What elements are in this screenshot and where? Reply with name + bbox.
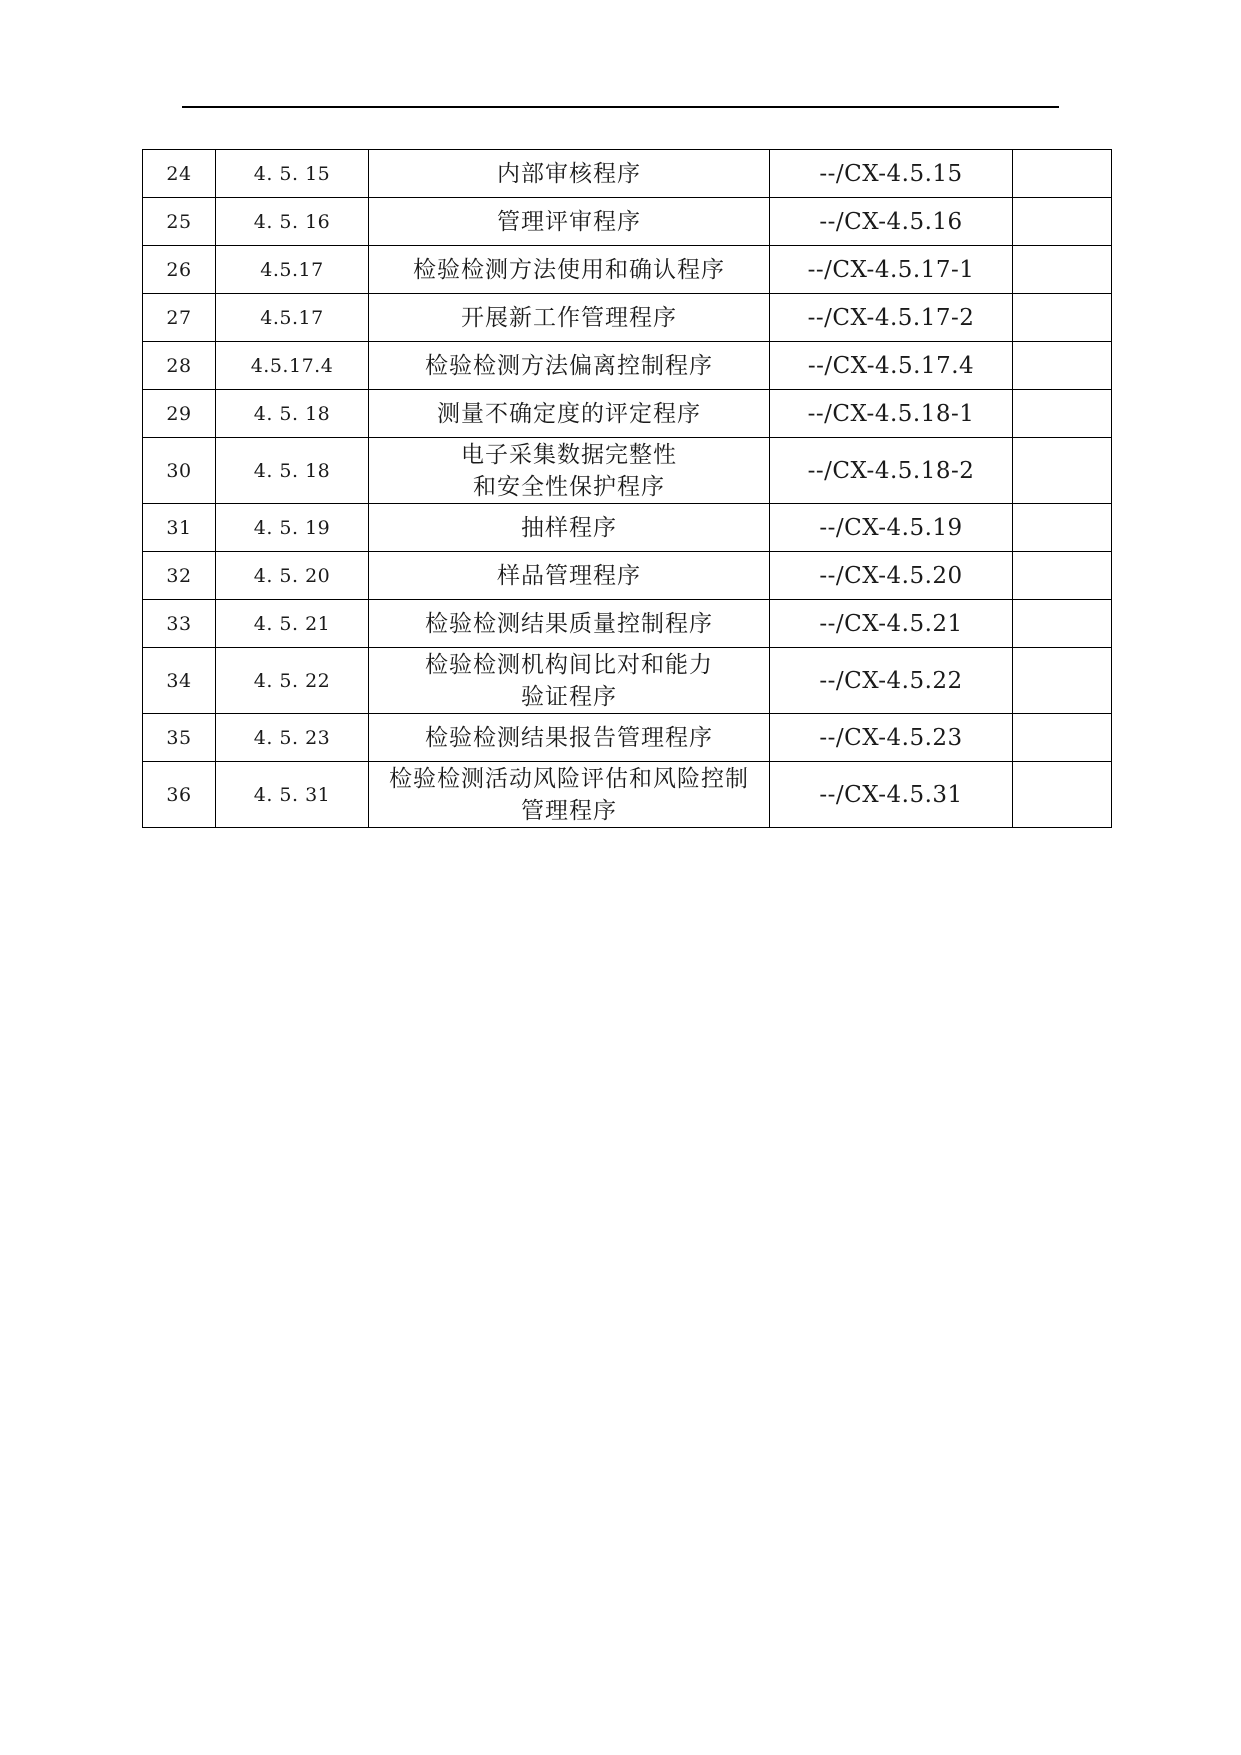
remark-cell <box>1013 648 1112 714</box>
procedure-name-line: 管理评审程序 <box>497 208 641 235</box>
row-number: 29 <box>143 390 216 438</box>
procedure-name <box>369 552 770 600</box>
row-number: 28 <box>143 342 216 390</box>
table-row <box>143 600 1112 648</box>
header-rule <box>182 106 1059 108</box>
procedure-name <box>369 714 770 762</box>
remark-cell <box>1013 438 1112 504</box>
procedure-name <box>369 342 770 390</box>
clause-number: 4. 5. 31 <box>216 762 369 828</box>
procedure-name <box>369 150 770 198</box>
row-number: 30 <box>143 438 216 504</box>
row-number: 36 <box>143 762 216 828</box>
procedure-name-line: 开展新工作管理程序 <box>461 304 677 331</box>
document-code: --/CX-4.5.19 <box>770 504 1013 552</box>
procedure-name <box>369 294 770 342</box>
table-row <box>143 150 1112 198</box>
document-code: --/CX-4.5.22 <box>770 648 1013 714</box>
clause-number: 4. 5. 22 <box>216 648 369 714</box>
document-code: --/CX-4.5.17.4 <box>770 342 1013 390</box>
procedure-name <box>369 762 770 828</box>
clause-number: 4.5.17 <box>216 246 369 294</box>
table-row <box>143 438 1112 504</box>
table-body <box>143 150 1112 828</box>
row-number: 34 <box>143 648 216 714</box>
table-row <box>143 246 1112 294</box>
procedure-name-line: 内部审核程序 <box>497 160 641 187</box>
procedure-name <box>369 198 770 246</box>
procedure-name-line: 检验检测结果质量控制程序 <box>425 610 713 637</box>
clause-number: 4. 5. 18 <box>216 390 369 438</box>
procedure-name-line: 和安全性保护程序 <box>473 473 665 500</box>
clause-number: 4. 5. 23 <box>216 714 369 762</box>
clause-number: 4.5.17 <box>216 294 369 342</box>
document-code: --/CX-4.5.17-2 <box>770 294 1013 342</box>
remark-cell <box>1013 390 1112 438</box>
remark-cell <box>1013 504 1112 552</box>
procedure-name-line: 验证程序 <box>521 683 617 710</box>
document-code: --/CX-4.5.31 <box>770 762 1013 828</box>
procedure-name <box>369 390 770 438</box>
table-row <box>143 714 1112 762</box>
procedure-name-line: 检验检测机构间比对和能力 <box>425 651 713 678</box>
table-row <box>143 390 1112 438</box>
procedure-name-line: 检验检测方法偏离控制程序 <box>425 352 713 379</box>
row-number: 27 <box>143 294 216 342</box>
document-code: --/CX-4.5.18-1 <box>770 390 1013 438</box>
clause-number: 4. 5. 18 <box>216 438 369 504</box>
procedure-name-line: 抽样程序 <box>521 514 617 541</box>
clause-number: 4. 5. 19 <box>216 504 369 552</box>
procedure-name-line: 样品管理程序 <box>497 562 641 589</box>
procedure-name <box>369 648 770 714</box>
procedure-table <box>142 149 1112 828</box>
row-number: 33 <box>143 600 216 648</box>
table-row <box>143 198 1112 246</box>
document-code: --/CX-4.5.23 <box>770 714 1013 762</box>
procedure-name-line: 检验检测活动风险评估和风险控制 <box>389 765 749 792</box>
remark-cell <box>1013 714 1112 762</box>
procedure-name <box>369 504 770 552</box>
row-number: 35 <box>143 714 216 762</box>
remark-cell <box>1013 150 1112 198</box>
document-code: --/CX-4.5.15 <box>770 150 1013 198</box>
row-number: 26 <box>143 246 216 294</box>
clause-number: 4. 5. 20 <box>216 552 369 600</box>
table-row <box>143 342 1112 390</box>
remark-cell <box>1013 342 1112 390</box>
procedure-name-line: 测量不确定度的评定程序 <box>437 400 701 427</box>
document-code: --/CX-4.5.21 <box>770 600 1013 648</box>
remark-cell <box>1013 246 1112 294</box>
remark-cell <box>1013 552 1112 600</box>
document-code: --/CX-4.5.16 <box>770 198 1013 246</box>
clause-number: 4. 5. 15 <box>216 150 369 198</box>
document-code: --/CX-4.5.20 <box>770 552 1013 600</box>
remark-cell <box>1013 294 1112 342</box>
procedure-name <box>369 600 770 648</box>
document-code: --/CX-4.5.17-1 <box>770 246 1013 294</box>
procedure-name <box>369 246 770 294</box>
row-number: 24 <box>143 150 216 198</box>
remark-cell <box>1013 600 1112 648</box>
table-row <box>143 504 1112 552</box>
row-number: 31 <box>143 504 216 552</box>
document-code: --/CX-4.5.18-2 <box>770 438 1013 504</box>
procedure-name-line: 管理程序 <box>521 797 617 824</box>
procedure-name-line: 电子采集数据完整性 <box>461 441 677 468</box>
clause-number: 4.5.17.4 <box>216 342 369 390</box>
clause-number: 4. 5. 16 <box>216 198 369 246</box>
procedure-name-line: 检验检测方法使用和确认程序 <box>413 256 725 283</box>
row-number: 25 <box>143 198 216 246</box>
table-row <box>143 648 1112 714</box>
remark-cell <box>1013 762 1112 828</box>
clause-number: 4. 5. 21 <box>216 600 369 648</box>
table-row <box>143 552 1112 600</box>
remark-cell <box>1013 198 1112 246</box>
table-row <box>143 762 1112 828</box>
table-row <box>143 294 1112 342</box>
procedure-name <box>369 438 770 504</box>
procedure-name-line: 检验检测结果报告管理程序 <box>425 724 713 751</box>
row-number: 32 <box>143 552 216 600</box>
